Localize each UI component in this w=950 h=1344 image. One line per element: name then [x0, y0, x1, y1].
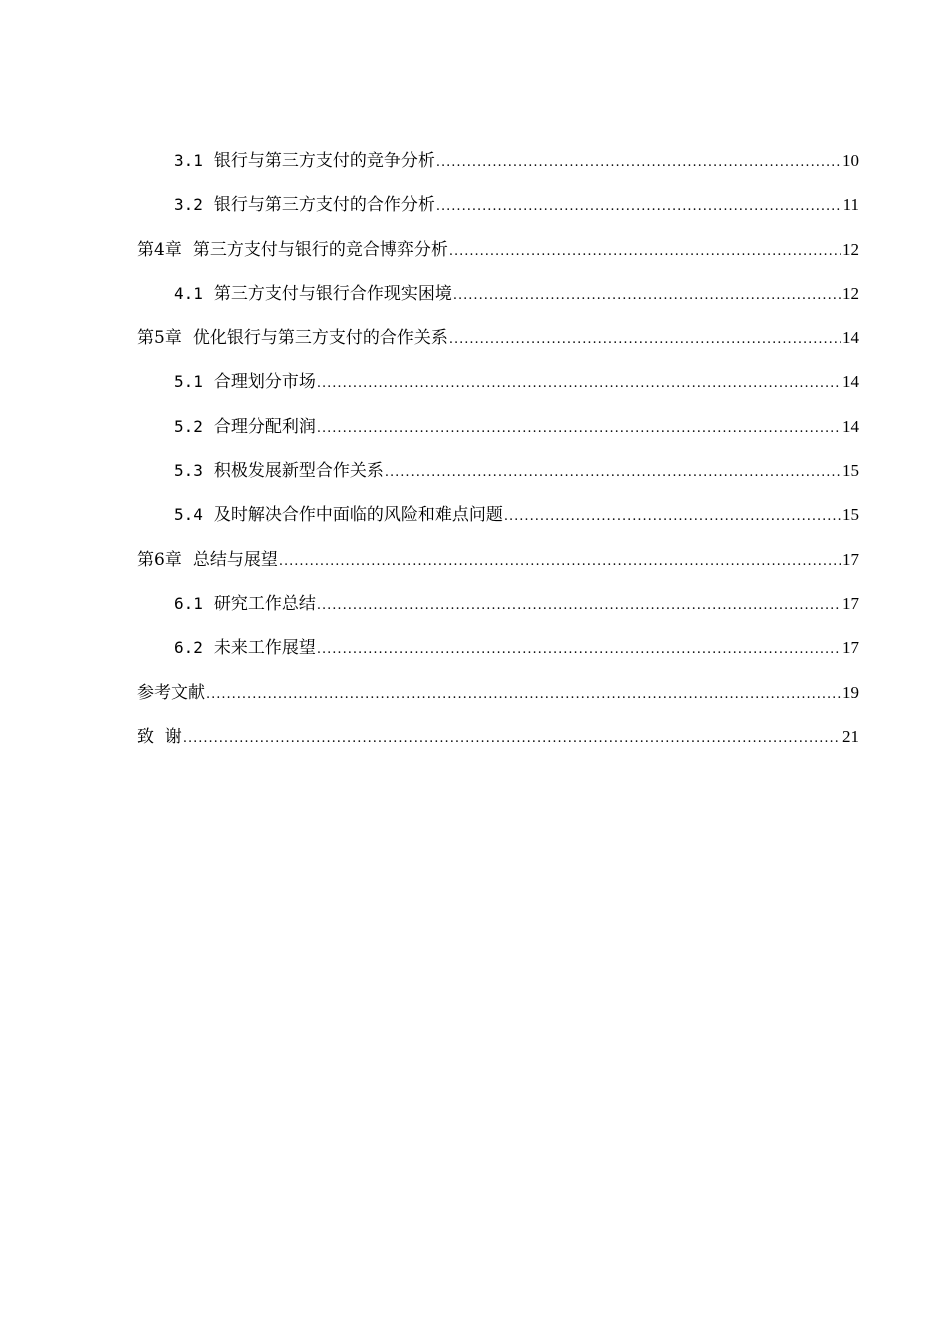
toc-entry-label: 研究工作总结 [213, 593, 316, 614]
toc-entry-page: 14 [842, 416, 859, 436]
toc-entry-number: 3.1 [174, 151, 203, 170]
toc-dot-leader [317, 591, 841, 621]
toc-entry[interactable] [137, 190, 859, 234]
toc-dot-leader [206, 680, 841, 710]
toc-entry-page: 19 [842, 682, 859, 702]
toc-entry-number: 第4章 [137, 239, 182, 260]
toc-entry-label: 优化银行与第三方支付的合作关系 [192, 328, 448, 349]
toc-entry-page: 11 [842, 195, 859, 215]
toc-entry-label: 及时解决合作中面临的风险和难点问题 [213, 505, 503, 526]
toc-entry-page: 21 [842, 726, 859, 746]
toc-entry-number: 5.1 [174, 372, 203, 392]
toc-entry-label: 合理划分市场 [213, 372, 316, 393]
toc-dot-leader [317, 369, 841, 399]
toc-entry-page: 15 [842, 505, 859, 525]
toc-entry-page: 17 [842, 638, 859, 658]
toc-entry[interactable] [137, 500, 859, 544]
toc-entry-page: 15 [842, 461, 859, 481]
toc-entry-number: 5.3 [174, 461, 203, 481]
toc-entry[interactable] [137, 633, 859, 677]
toc-entry-title [174, 412, 316, 442]
toc-dot-leader [504, 502, 841, 532]
toc-entry-title [137, 323, 448, 353]
toc-entry-title [174, 190, 435, 220]
toc-entry[interactable] [137, 589, 859, 633]
toc-entry-page: 14 [842, 328, 859, 348]
toc-entry-title [137, 678, 205, 708]
toc-entry[interactable] [137, 678, 859, 722]
toc-entry[interactable] [137, 279, 859, 323]
toc-entry-number: 6.1 [174, 593, 203, 613]
toc-entry[interactable] [137, 412, 859, 456]
toc-entry-page: 10 [842, 151, 859, 170]
toc-entry[interactable] [137, 323, 859, 367]
toc-entry-label: 银行与第三方支付的竞争分析 [213, 151, 435, 171]
toc-entry-page: 17 [842, 593, 859, 613]
toc-dot-leader [317, 635, 841, 665]
toc-entry-label: 积极发展新型合作关系 [213, 461, 384, 482]
toc-entry-number: 5.4 [174, 505, 203, 525]
toc-entry[interactable] [137, 146, 859, 190]
toc-entry-label: 未来工作展望 [213, 638, 316, 659]
toc-entry-title [137, 545, 278, 575]
toc-entry-title [137, 722, 182, 752]
toc-entry-title [174, 589, 316, 619]
toc-dot-leader [449, 237, 841, 267]
toc-entry-number: 3.2 [174, 195, 203, 215]
toc-entry-title [174, 146, 435, 176]
toc-entry-number: 第5章 [137, 328, 182, 349]
toc-dot-leader [449, 325, 841, 355]
toc-entry-label: 总结与展望 [192, 549, 278, 570]
toc-entry[interactable] [137, 456, 859, 500]
toc-dot-leader [317, 414, 841, 444]
toc-entry-label: 合理分配利润 [213, 416, 316, 437]
toc-entry-page: 12 [842, 283, 859, 303]
toc-dot-leader [436, 192, 842, 222]
toc-entry-label: 银行与第三方支付的合作分析 [213, 195, 435, 216]
toc-dot-leader [385, 458, 841, 488]
toc-entry-page: 17 [842, 549, 859, 569]
toc-entry[interactable] [137, 722, 859, 766]
toc-entry-number: 第6章 [137, 549, 182, 570]
toc-entry-number: 5.2 [174, 416, 203, 436]
toc-entry[interactable] [137, 367, 859, 411]
table-of-contents [137, 146, 859, 766]
toc-entry-title [174, 633, 316, 663]
toc-dot-leader [279, 547, 841, 577]
toc-entry-number: 6.2 [174, 638, 203, 658]
toc-entry[interactable] [137, 235, 859, 279]
toc-entry-label: 致 谢 [137, 726, 182, 747]
toc-entry-title [174, 279, 452, 309]
toc-entry[interactable] [137, 545, 859, 589]
toc-dot-leader [453, 281, 841, 311]
toc-dot-leader [436, 148, 841, 178]
toc-entry-page: 14 [842, 372, 859, 392]
toc-entry-label: 第三方支付与银行合作现实困境 [213, 283, 452, 304]
toc-entry-title [174, 456, 384, 486]
toc-dot-leader [183, 724, 841, 754]
toc-entry-page: 12 [842, 239, 859, 259]
toc-entry-title [174, 367, 316, 397]
toc-entry-title [137, 235, 448, 265]
toc-entry-number: 4.1 [174, 283, 203, 303]
toc-entry-label: 第三方支付与银行的竞合博弈分析 [192, 239, 448, 260]
toc-entry-title [174, 500, 503, 530]
toc-entry-label: 参考文献 [137, 682, 205, 703]
